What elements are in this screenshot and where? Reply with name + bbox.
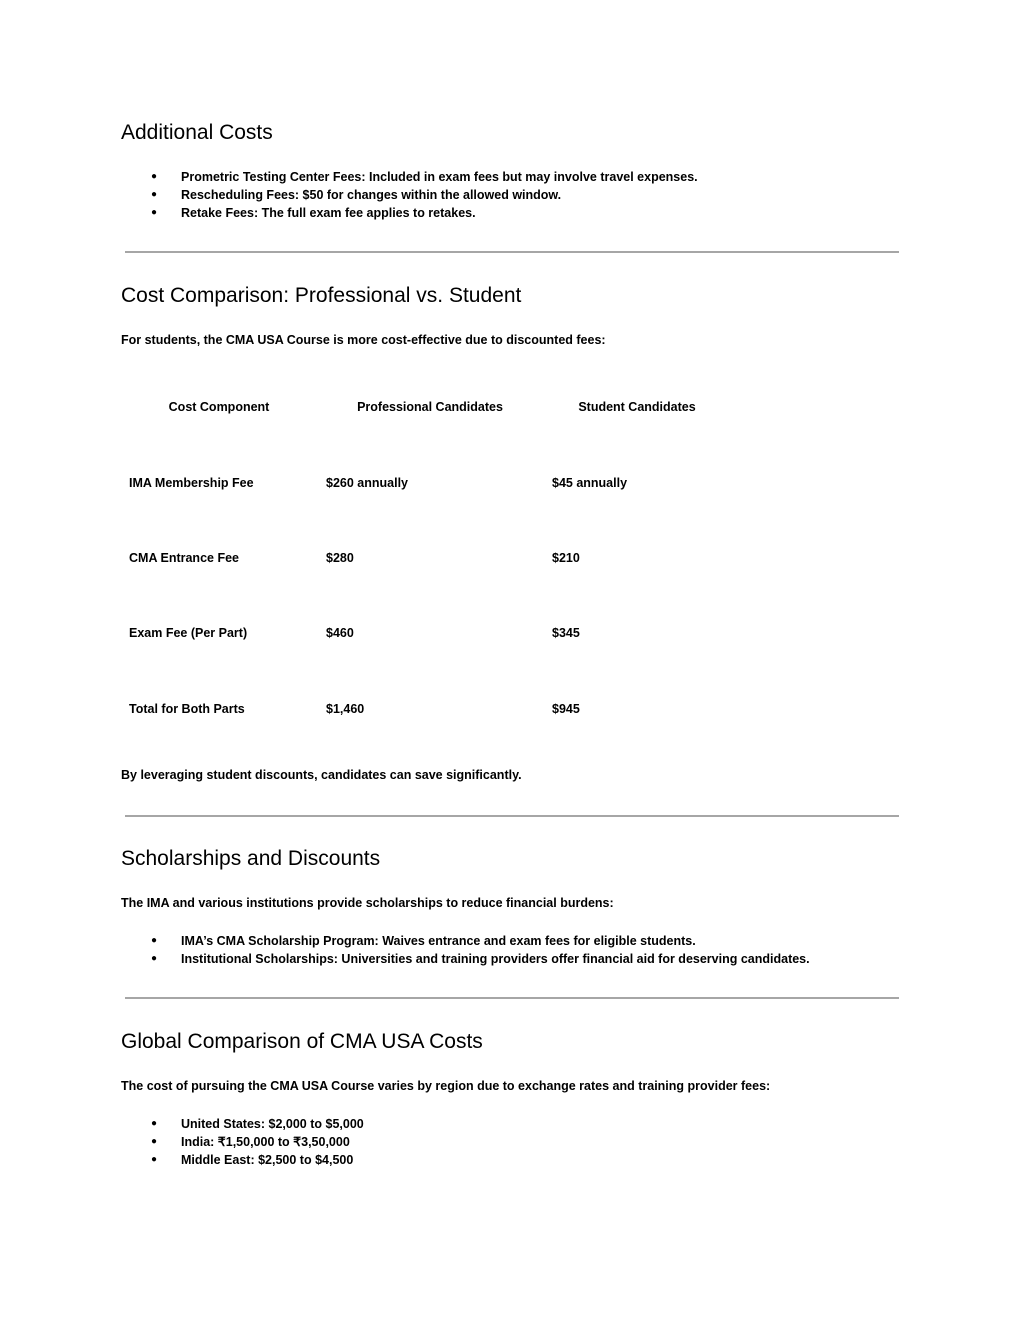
- table-cell-professional: $280: [326, 551, 354, 565]
- bullet-icon: ●: [151, 1136, 158, 1147]
- list-item-text: Middle East: $2,500 to $4,500: [181, 1153, 354, 1167]
- table-cell-professional: $460: [326, 626, 354, 640]
- table-cell-component: Exam Fee (Per Part): [129, 626, 248, 640]
- additional-costs-heading: Additional Costs: [121, 121, 273, 144]
- section-divider: [125, 815, 899, 817]
- bullet-icon: ●: [151, 953, 158, 964]
- bullet-icon: ●: [151, 171, 158, 182]
- table-cell-student: $45 annually: [552, 476, 628, 490]
- bullet-icon: ●: [151, 1154, 158, 1165]
- table-cell-component: Total for Both Parts: [129, 702, 245, 716]
- table-header-student: Student Candidates: [578, 400, 696, 414]
- list-item-text: United States: $2,000 to $5,000: [181, 1117, 364, 1131]
- section-divider: [125, 251, 899, 253]
- bullet-icon: ●: [151, 207, 158, 218]
- bullet-icon: ●: [151, 935, 158, 946]
- list-item-text: India: ₹1,50,000 to ₹3,50,000: [181, 1135, 350, 1149]
- table-cell-component: CMA Entrance Fee: [129, 551, 239, 565]
- table-header-professional: Professional Candidates: [357, 400, 503, 414]
- table-cell-student: $945: [552, 702, 580, 716]
- bullet-icon: ●: [151, 189, 158, 200]
- list-item-text: Prometric Testing Center Fees: Included in exam fees but may involve travel expenses.: [181, 170, 698, 184]
- table-cell-student: $345: [552, 626, 580, 640]
- table-header-cost-component: Cost Component: [168, 400, 270, 414]
- table-cell-student: $210: [552, 551, 580, 565]
- cost-comparison-heading: Cost Comparison: Professional vs. Student: [121, 284, 522, 307]
- section-divider: [125, 997, 899, 999]
- list-item-text: Rescheduling Fees: $50 for changes within the allowed window.: [181, 188, 562, 202]
- cost-comparison-outro: By leveraging student discounts, candidates can save significantly.: [121, 768, 522, 782]
- table-cell-professional: $1,460: [326, 702, 365, 716]
- bullet-icon: ●: [151, 1118, 158, 1129]
- table-cell-professional: $260 annually: [326, 476, 408, 490]
- scholarships-heading: Scholarships and Discounts: [121, 847, 381, 870]
- list-item-text: Retake Fees: The full exam fee applies to retakes.: [181, 206, 476, 220]
- cost-comparison-intro: For students, the CMA USA Course is more cost-effective due to discounted fees:: [121, 333, 606, 347]
- global-comparison-intro: The cost of pursuing the CMA USA Course varies by region due to exchange rates and training provider fees:: [121, 1079, 771, 1093]
- list-item-text: IMA’s CMA Scholarship Program: Waives entrance and exam fees for eligible students.: [181, 934, 696, 948]
- scholarships-intro: The IMA and various institutions provide scholarships to reduce financial burdens:: [121, 896, 614, 910]
- table-cell-component: IMA Membership Fee: [129, 476, 254, 490]
- list-item-text: Institutional Scholarships: Universities and training providers offer financial aid for deserving candidates.: [181, 952, 810, 966]
- global-comparison-heading: Global Comparison of CMA USA Costs: [121, 1030, 483, 1053]
